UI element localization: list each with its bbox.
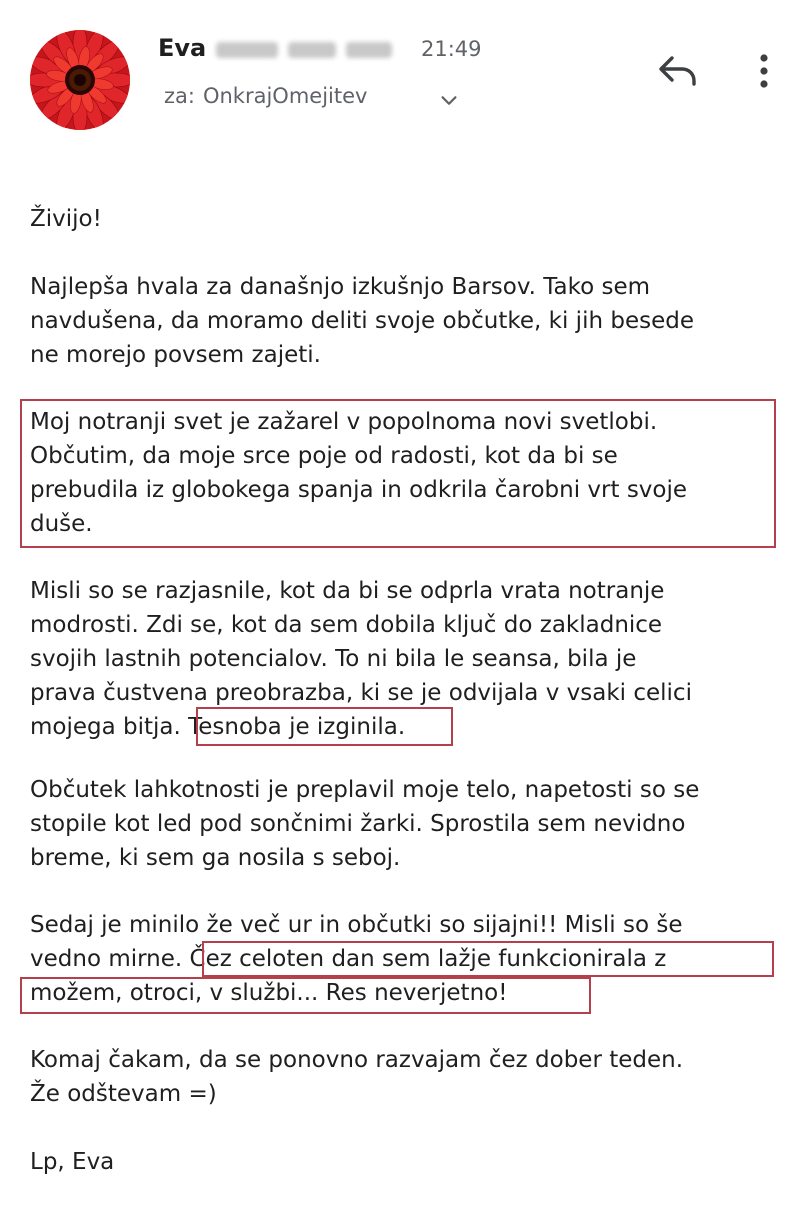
greeting: Živijo! [30,206,102,232]
chevron-down-icon[interactable] [438,90,460,112]
sender-avatar[interactable] [30,30,130,130]
email-header [0,0,810,150]
to-label: za: [164,84,195,108]
red-flower-avatar-icon [30,30,130,130]
more-vertical-icon[interactable] [752,50,776,92]
highlight-box-functioning [202,941,774,977]
recipient-line[interactable] [164,84,367,108]
send-time: 21:49 [421,37,482,61]
recipient-name: OnkrajOmejitev [202,84,368,108]
paragraph-results: Sedaj je minilo že več ur in občutki so sijajni!! Misli so še vedno mirne. Čez celoten dan sem lažje funkcionirala z možem, otroci, v službi... Res neverjetno! [30,908,790,1010]
highlighted-phrase-anxiety: Tesnoba je izginila. [188,714,406,740]
sender-surname-redacted [216,37,402,63]
paragraph-inner-world: Moj notranji svet je zažarel v popolnoma novi svetlobi. Občutim, da moje srce poje od radosti, kot da bi se prebudila iz globokega spanja in odkrila čarobni vrt svoje duše. [30,409,688,537]
highlight-box-family-work [20,977,591,1014]
sender-name[interactable]: Eva [158,34,207,62]
paragraph-clarity: Misli so se razjasnile, kot da bi se odprla vrata notranje modrosti. Zdi se, kot da sem dobila ključ do zakladnice svojih lastnih potencialov. To ni bila le seansa, bila je prava čustvena preobrazba, ki se je odvijala v vsaki celici mojega bitja. Tesnoba je izginila. [30,578,692,740]
highlight-box-anxiety [196,707,453,746]
paragraph-lightness: Občutek lahkotnosti je preplavil moje telo, napetosti so se stopile kot led pod sončnimi žarki. Sprostila sem nevidno breme, ki sem ga nosila s seboj. [30,777,700,871]
highlighted-phrase-functioning: Čez celoten dan sem lažje funkcionirala z [189,946,667,972]
highlight-box-inner-world [20,399,776,548]
reply-arrow-icon[interactable] [656,50,698,92]
signature: Lp, Eva [30,1149,115,1175]
paragraph-thanks: Najlepša hvala za današnjo izkušnjo Barsov. Tako sem navdušena, da moramo deliti svoje občutke, ki jih besede ne morejo povsem zajeti. [30,274,694,368]
highlighted-phrase-family-work: možem, otroci, v službi... Res neverjetno! [30,980,508,1006]
paragraph-looking-forward: Komaj čakam, da se ponovno razvajam čez dober teden. Že odštevam =) [30,1047,684,1107]
